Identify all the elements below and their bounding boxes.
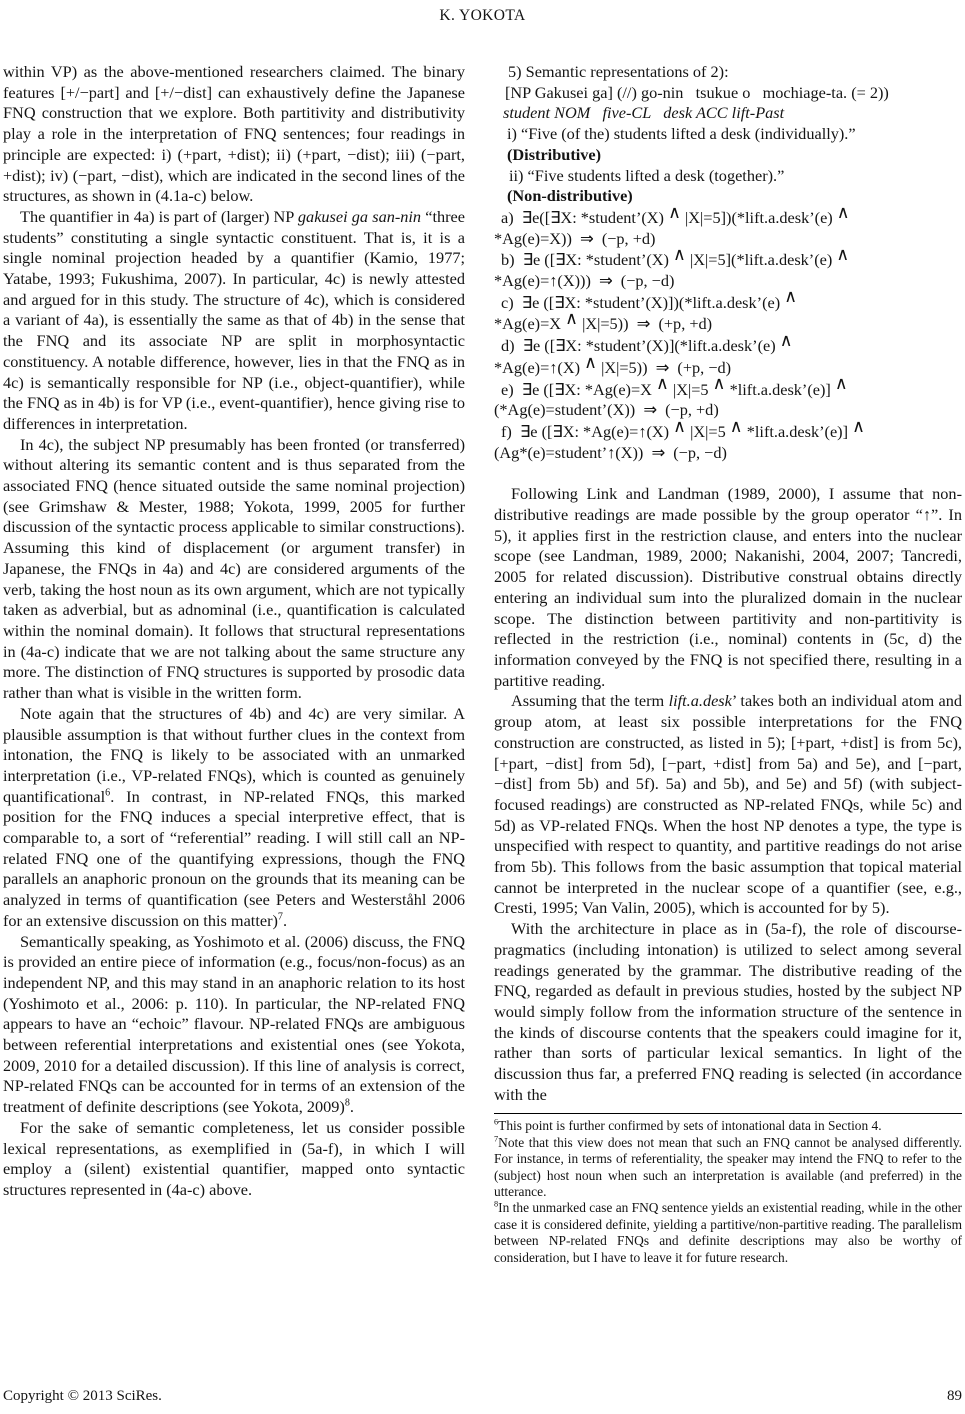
text-run: (Distributive) [507,144,602,164]
text-run: |X|=5](*lift.a.desk’(e) [685,250,837,270]
text-run: *Ag(e)=X)) ⇒ (−p, +d) [494,228,656,248]
page-footer [3,1388,962,1405]
text-run: (Non-distributive) [507,186,633,206]
text-run: student NOM five-CL desk ACC lift-Past [503,103,785,123]
text-run: Note that this view does not mean that such an FNQ cannot be analysed differently. For instance, in terms of referentiality, the speaker may intend the FNQ to refer to the (subject) host noun when such an interpretation is available (and preferred) in the utterance. [494,1134,962,1200]
paragraph [3,704,465,932]
text-run: c) ∃e ([∃X: *student’(X)])(*lift.a.desk’(e) [501,292,785,312]
text-run: a) ∃e([∃X: *student’(X) [501,207,669,227]
text-run: ∧ [668,201,681,222]
text-run: ∧ [655,373,669,394]
text-run: 7 [277,911,283,923]
text-run: In the unmarked case an FNQ sentence yields an existential reading, while in the other case it is considered definite, yielding a partitive/non-partitive reading. The parallelism between NP-related FNQs and definite descriptions may also be worthy of consideration, but I have to leave it for future research. [494,1200,962,1265]
example-line [494,62,962,83]
text-run: b) ∃e ([∃X: *student’(X) [501,250,674,270]
paragraph [494,1118,962,1134]
copyright-notice: Copyright © 2013 SciRes. [3,1388,162,1404]
text-run: With the architecture in place as in (5a-f), the role of discourse-pragmatics (including intonation) is utilized to select among several readings generated by the grammar. The distributive reading of the FNQ, regarded as default in previous studies, hosted by the subject NP would simply follow from the information structure of the sentence in the kinds of discourse contents that the speakers could imagine for it, rather than sorts of particular lexical semantics. In light of the discussion thus far, a preferred FNQ reading is selected (in accordance with the [494,919,962,1104]
text-run: In 4c), the subject NP presumably has been fronted (or transferred) without altering its semantic content and is thus separated from the associated FNQ (hence situated outside the same nominal projection) (see Grimshaw & Mester, 1988; Yokota, 1999, 2005 for further discussion of the syntactic process applicable to similar constructions). Assuming this kind of displacement (or argument transfer) in Japanese, the FNQs in 4a) and 4c) are considered arguments of the verb, taking the host noun as its own argument, which are not typically taken as adverbial, but as adnominal (i.e., quantification is calculated within the nominal domain). It follows that structural representations in (4a-c) indicate that we are not talking about the same structure any more. The distinction of FNQ structures is supported by prosodic data rather than what is visible in the written form. [3,434,465,703]
text-run: ∧ [712,373,726,394]
example-line [494,186,962,207]
text-run: Semantically speaking, as Yoshimoto et al. (2006) discuss, the FNQ is provided an entire piece of information (e.g., focus/non-focus) as an independent NP, and this may stand in an anaphoric relation to its host (Yoshimoto et al., 2006: p. 110). In particular, the NP-related FNQ appears to have an “echoic” flavour. NP-related FNQs are ambiguous between referential interpretations and existential ones (see Yokota, 2009, 2010 for a detailed discussion). If this line of analysis is correct, NP-related FNQs can be accounted for in terms of an extension of the treatment of definite descriptions (see Yokota, 2009) [3,931,465,1117]
text-run: 6 [105,787,111,799]
text-run: gakusei ga san-nin [297,206,422,226]
text-run: . [349,1097,354,1117]
left-column [3,62,465,1266]
text-run: . In contrast, in NP-related FNQs, this marked position for the FNQ induces a special interpretive effect, that is comparable to, a sort of “referential” reading. I will still call an NP-related FNQ one of the quantifying expressions, though the FNQ parallels an anaphoric pronoun on the grounds that its meaning can be analyzed in terms of quantification (see Peters and Westerståhl 2006 for an extensive discussion on this matter) [3,786,465,930]
text-run: e) ∃e ([∃X: *Ag(e)=X [501,379,656,399]
two-column-body [0,62,965,1266]
footnotes-section [494,1113,962,1266]
text-run: ∧ [784,286,798,307]
right-column [494,62,962,1266]
text-run: 6 [494,1117,499,1127]
text-run: d) ∃e ([∃X: *student’(X)](*lift.a.desk’(e) [501,336,780,356]
paragraph [3,932,465,1118]
text-run: |X|=5)) ⇒ (+p, +d) [578,314,713,334]
example-line [494,244,962,271]
text-run: ∧ [779,329,793,350]
paragraph [3,207,465,435]
text-run: (*Ag(e)=student’(X)) ⇒ (−p, +d) [494,400,719,420]
example-line [494,271,962,292]
text-run: The quantifier in 4a) is part of (larger) NP [20,206,298,226]
example-line [494,415,962,443]
text-run: ∧ [673,415,687,436]
example-line [494,124,962,145]
example-line [494,229,962,250]
text-run: Assuming that the term [511,691,669,711]
text-run: |X|=5)) ⇒ (+p, −d) [597,357,732,377]
text-run: For the sake of semantic completeness, let us consider possible lexical representations, as exemplified in (5a-f), in which I will employ a (silent) existential quantifier, mapped onto syntactic structures represented in (4a-c) above. [3,1117,465,1199]
paragraph [3,62,465,207]
example-line [494,308,962,335]
text-run: i) “Five (of the) students lifted a desk (individually).” [507,124,856,144]
text-run: This point is further confirmed by sets of intonational data in Section 4. [498,1118,882,1134]
text-run: ∧ [729,415,743,436]
text-run: f) ∃e ([∃X: *Ag(e)=↑(X) [501,421,674,441]
text-run: Following Link and Landman (1989, 2000), I assume that non-distributive readings are made possible by the group operator “↑”. In 5), it applies first in the restriction clause, and enters into the nuclear scope (see Landman, 1989, 2000; Nakanishi, 2004, 2007; Tancredi, 2005 for related discussion). Distributive construal obtains directly entering an individual sum into the pluralized domain in the nuclear scope. The distinction between partitivity and non-partitivity is reflected in the restriction (i.e., nominal) contents in (5c, d) the information conveyed by the FNQ is not specified there, resulting in a partitive reading. [494,484,962,690]
text-run: 7 [494,1134,499,1144]
example-line [494,373,962,401]
text-run: |X|=5 [668,379,713,399]
paragraph [494,484,962,691]
paragraph [3,435,465,704]
text-run: within VP) as the above-mentioned researchers claimed. The binary features [+/−part] and [+/−dist] can exhaustively define the Japanese FNQ construction that we explore. Both partitivity and distributivity play a role in the interpretation of FNQ sentences; four readings in principle are expected: i) (+part, +dist); ii) (+part, −dist); iii) (−part, +dist); iv) (−part, −dist), which are indicated in the second lines of the structures, as shown in (4.1a-c) below. [3,62,465,206]
text-run: ii) “Five students lifted a desk (together).” [509,165,785,185]
example-block [494,62,962,463]
text-run: ’ takes both an individual atom and group atom, at least six possible interpretations for the FNQ construction are constructed, as listed in 5); [+part, +dist] is from 5c), [+part, −dist] from 5d), [−part, +dist] from 5a) and 5e), and [−part, −dist] from 5b) and 5f). 5a) and 5b), and 5e) and 5f) (with subject-focused readings) are constructed as NP-related FNQs, while 5c) and 5d) as VP-related FNQs. When the host NP denotes a type, the type is unspecified with respect to quantity, and partitive readings do not arise from 5b). This follows from the basic assumption that topical material cannot be interpreted in the nuclear scope of a quantifier (see, e.g., Cresti, 1995; Van Valin, 2005), which is accounted for by 5). [494,691,962,918]
text-run: *lift.a.desk’(e)] [725,379,835,399]
text-run: *Ag(e)=↑(X))) ⇒ (−p, −d) [494,271,675,291]
text-run: (Ag*(e)=student’↑(X)) ⇒ (−p, −d) [494,442,727,462]
footnote-list [494,1118,962,1266]
example-line [494,351,962,379]
example-line [494,329,962,357]
text-run: ∧ [852,415,865,436]
text-run: ∧ [836,244,850,265]
example-line [494,166,962,187]
text-run: 8 [494,1200,499,1210]
text-run: |X|=5 [686,421,730,441]
text-run: *Ag(e)=X [494,314,566,334]
example-line [494,83,962,104]
paragraph [494,1200,962,1266]
running-head-author: K. YOKOTA [439,7,526,24]
text-run: Note again that the structures of 4b) and 4c) are very similar. A plausible assumption is that without further clues in the context from intonation, the FNQ is likely to be associated with an unmarked interpretation (i.e., VP-related FNQs), which is counted as genuinely quantificational [3,703,465,806]
text-run: 5) Semantic representations of 2): [508,62,729,81]
text-run: “three students” constituting a single syntactic constituent. That is, it is a single nominal projection headed by a quantifier (Kamio, 1977; Yatabe, 1993; Fukushima, 2007). In particular, 4c) is newly attested and argued for in this study. The structure of 4c), which is considered a variant of 4a), is essentially the same as that of 4b) in the sense that the FNQ and its associate NP are split in morphosyntactic constituency. A notable difference, however, lies in that the FNQ as in 4c) is semantically responsible for NP (i.e., object-quantifier), while the FNQ as in 4b) is for VP (i.e., event-quantifier), hence giving rise to differences in interpretation. [3,206,465,433]
example-line [494,443,962,464]
text-run: ∧ [673,244,686,265]
paragraph [494,919,962,1105]
text-run: *lift.a.desk’(e)] [742,421,853,441]
text-run: *Ag(e)=↑(X) [494,357,585,377]
page-number: 89 [947,1388,962,1404]
example-line [494,201,962,229]
example-line [494,400,962,421]
text-run: ∧ [584,351,597,372]
right-column-paragraphs [494,484,962,1105]
example-line [494,145,962,166]
paragraph [3,1118,465,1201]
text-run: ∧ [565,308,579,329]
example-line [494,103,962,124]
paragraph [494,1135,962,1201]
text-run: ∧ [836,201,850,222]
text-run: 8 [344,1097,350,1109]
paragraph [494,691,962,919]
text-run: |X|=5])(*lift.a.desk’(e) [680,207,837,227]
text-run: . [282,910,288,930]
text-run: ∧ [834,373,848,394]
text-run: lift.a.desk [668,691,732,711]
text-run: [NP Gakusei ga] (//) go-nin tsukue o mochiage-ta. (= 2)) [505,82,889,102]
